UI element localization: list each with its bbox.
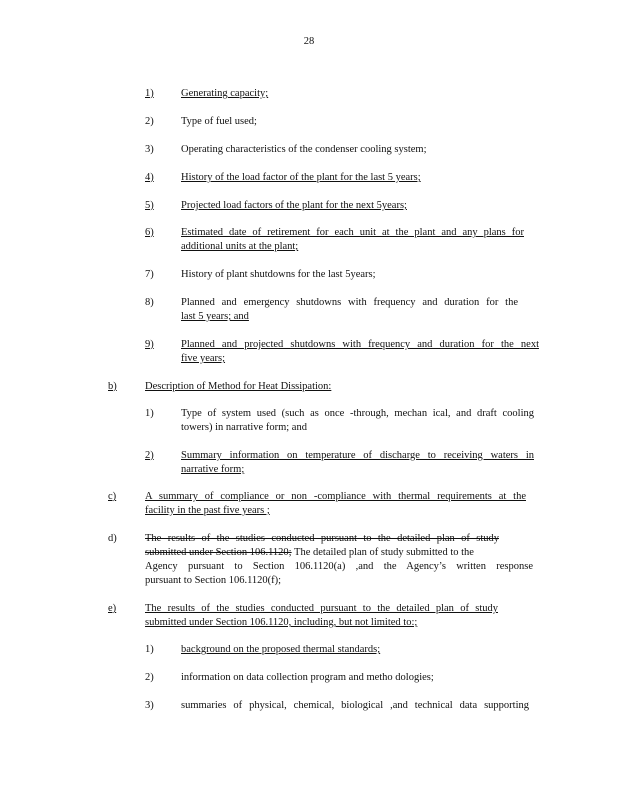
item-marker: 2) xyxy=(145,672,154,683)
item-marker: 9) xyxy=(145,339,154,350)
item-marker: d) xyxy=(108,533,117,544)
item-text: Agency pursuant to Section 106.1120(a) ,and the Agency’s written response xyxy=(145,561,533,572)
item-text: facility in the past five years ; xyxy=(145,505,270,516)
item-text: Type of fuel used; xyxy=(181,116,257,127)
item-text: narrative form; xyxy=(181,464,245,475)
item-marker: 1) xyxy=(145,408,154,419)
item-text: Projected load factors of the plant for the next 5years; xyxy=(181,200,407,211)
item-text: History of the load factor of the plant for the last 5 years; xyxy=(181,172,421,183)
item-text: Summary information on temperature of discharge to receiving waters in xyxy=(181,450,534,461)
item-text: additional units at the plant; xyxy=(181,241,299,252)
item-marker: 3) xyxy=(145,144,154,155)
item-marker: 2) xyxy=(145,116,154,127)
item-marker: 3) xyxy=(145,700,154,711)
item-text: Description of Method for Heat Dissipation: xyxy=(145,381,332,392)
item-marker: 1) xyxy=(145,644,154,655)
item-text: towers) in narrative form; and xyxy=(181,422,307,433)
item-text: Type of system used (such as once -through, mechan ical, and draft cooling xyxy=(181,408,534,419)
item-text: pursuant to Section 106.1120(f); xyxy=(145,575,282,586)
page-number: 28 xyxy=(303,36,315,47)
deleted-text: The results of the studies conducted pursuant to the detailed plan of study xyxy=(145,533,499,544)
deleted-text: submitted under Section 106.1120; xyxy=(145,547,292,558)
item-marker: 7) xyxy=(145,269,154,280)
item-text: Planned and projected shutdowns with frequency and duration for the next xyxy=(181,339,539,350)
item-text: last 5 years; and xyxy=(181,311,249,322)
item-text-rest: The detailed plan of study submitted to the xyxy=(291,547,474,558)
item-text: Generating capacity; xyxy=(181,88,269,99)
item-text: submitted under Section 106.1120, including, but not limited to:; xyxy=(145,617,418,628)
item-text: information on data collection program and metho dologies; xyxy=(181,672,434,683)
item-marker: 4) xyxy=(145,172,154,183)
item-text: Operating characteristics of the condenser cooling system; xyxy=(181,144,427,155)
item-marker: b) xyxy=(108,381,117,392)
item-marker: 6) xyxy=(145,227,154,238)
item-marker: 1) xyxy=(145,88,154,99)
item-text: five years; xyxy=(181,353,226,364)
item-text xyxy=(145,546,474,560)
item-marker: c) xyxy=(108,491,117,502)
item-text: A summary of compliance or non -compliance with thermal requirements at the xyxy=(145,491,526,502)
item-text: The results of the studies conducted pursuant to the detailed plan of study xyxy=(145,603,498,614)
item-text: background on the proposed thermal standards; xyxy=(181,644,381,655)
item-text: Estimated date of retirement for each unit at the plant and any plans for xyxy=(181,227,524,238)
item-marker: e) xyxy=(108,603,117,614)
item-marker: 2) xyxy=(145,450,154,461)
item-text: Planned and emergency shutdowns with frequency and duration for the xyxy=(181,297,518,308)
item-text: summaries of physical, chemical, biological ,and technical data supporting xyxy=(181,700,529,711)
item-marker: 8) xyxy=(145,297,154,308)
item-text: History of plant shutdowns for the last 5years; xyxy=(181,269,376,280)
item-marker: 5) xyxy=(145,200,154,211)
